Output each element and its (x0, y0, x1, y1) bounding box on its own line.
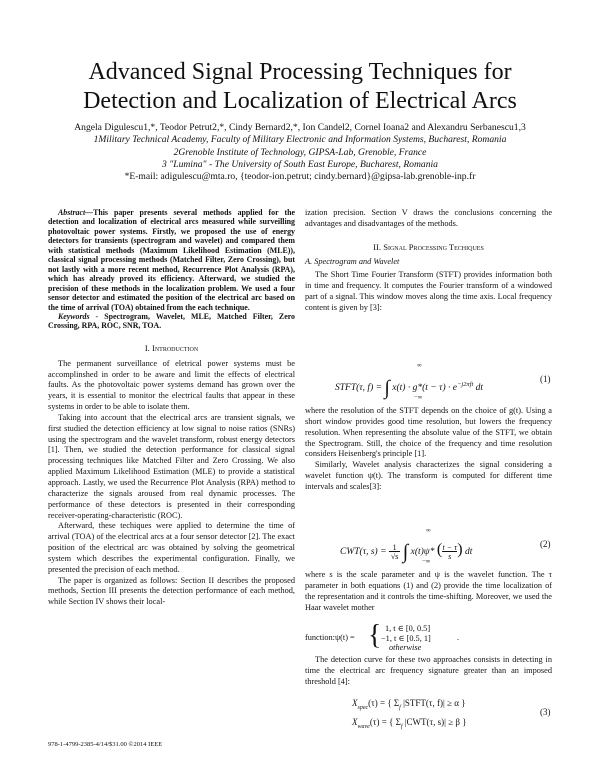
right-column-top (305, 208, 552, 314)
intro-paragraph-1: The permanent surveillance of eletrical power systems must be accomplinshed in order to be aware and limit the effects of electrical faults. As the photovoltaic power systems demand has grown over the years, it is essential to monitor the electrical faults that appear in these systems in order to be able to isolate them. (48, 358, 295, 412)
equation-2 (340, 537, 472, 561)
equation-3 (352, 696, 467, 734)
intro-paragraph-4: The paper is organized as follows: Section II describes the proposed methods, Section III presents the detection performance of each method, while Section IV shows their local- (48, 575, 295, 607)
right-column-bottom (305, 655, 552, 688)
eq2-lhs: CWT(τ, s) = (340, 547, 387, 557)
detection-paragraph: The detection curve for these two approaches consists in detecting in time the electrical arc frequency signature greater than an imposed threshold [4]: (305, 655, 552, 686)
stft-paragraph: The Short Time Fourier Transform (STFT) provides information both in time and frequency. It computes the Fourier transform of a windowed part of a signal. This window moves along the time axis. Local frequency content is given by [3]: (305, 270, 552, 312)
right-column-lower (305, 570, 552, 613)
eq2-integrand: x(t)ψ* (410, 547, 435, 557)
eq2-paren-open: ( (436, 541, 443, 558)
eq1-rhs: x(t) · g*(t − τ) · e (392, 383, 457, 393)
equation-1 (335, 373, 484, 399)
abstract-lead: Abstract— (58, 208, 94, 217)
eq2-integral: ∫ (402, 541, 409, 563)
haar-case-3: otherwise (389, 643, 422, 652)
paper-title-line-2: Detection and Localization of Electrical Arcs (83, 88, 517, 114)
eq2-upper-limit: ∞ (426, 527, 431, 534)
eq2-fraction: 1 √s (390, 542, 399, 561)
author-block (20, 122, 580, 183)
intro-paragraph-3: Afterward, these techiques were applied to determine the time of arrival (TOA) of the electrical arcs at a four sensor detector [2]. The exact position of the electrical arc was obtained by solving the geometrical system which describes the experimental configuration. Finally, we presented the precision of each method. (48, 521, 295, 574)
paper-title-line-1: Advanced Signal Processing Techniques for (88, 59, 512, 85)
abstract (48, 208, 295, 312)
eq2-inner-fraction: t − τ s (442, 542, 457, 561)
keywords-text: Spectrogram, Wavelet, MLE, Matched Filter, Zero Crossing, RPA, ROC, SNR, TOA. (48, 311, 295, 331)
eq2-dt: dt (465, 547, 473, 557)
haar-lead: function:ψ(t) = (305, 633, 355, 642)
abstract-text: This paper presents several methods applied for the detection and localization of electrical arcs measured while surveilling photovoltaic power systems. Firstly, we proposed the use of energy detectors for transients (spectrogram and wavelet) and compared them with statistical methods (Maximum Likelihood Estimation (MLE)), classical signal processing methods (Matched Filter, Zero Crossing), but not lastly with a more recent method, Recurrence Plot Analysis (RPA), which has already proved its efficiency. Afterward, we studied the precision of these methods in the localization problem. We used a four sensor detector and estimated the position of the electrical arc based on the time of arrival (TOA) obtained from the each technique. (48, 208, 295, 312)
eq1-upper-limit: ∞ (417, 362, 422, 369)
subsection-a-heading: A. Spectrogram and Wavelet (305, 256, 400, 266)
haar-period: . (457, 633, 460, 642)
eq1-lower-limit: −∞ (414, 394, 423, 401)
affiliation-2: 2Grenoble Institute of Technology, GIPSA-Lab, Grenoble, France (173, 146, 427, 158)
stft-explanation: where the resolution of the STFT depends on the choice of g(t). Using a short window provides good time resolution, but lowers the frequency resolution. When representing the absolute value of the STFT, we obtain the Spectrogram. Still, the choice of the frequency and time resolution considers Heisenberg's principle [1]. (305, 406, 552, 459)
keywords-lead: Keywords - (58, 311, 99, 321)
affiliation-1: 1Military Technical Academy, Faculty of Military Electronic and Information Systems, Bucharest, Romania (93, 134, 507, 146)
eq3-number: (3) (540, 707, 551, 717)
author-list: Angela Digulescu1,*, Teodor Petrut2,*, Cindy Bernard2,*, Ion Candel2, Cornel Ioana2 and Alexandru Serbanescu1,3 (74, 122, 526, 133)
eq1-exponent: −j2πft (456, 380, 474, 388)
right-column-mid (305, 406, 552, 493)
keywords (48, 312, 295, 331)
copyright-footer: 978-1-4799-2385-4/14/$31.00 ©2014 IEEE (48, 741, 163, 748)
email-line: *E-mail: adigulescu@mta.ro, {teodor-ion.petrut; cindy.bernard}@gipsa-lab.grenoble-inp.fr (124, 171, 476, 183)
eq2-number: (2) (540, 539, 551, 549)
haar-brace: { (368, 620, 382, 651)
affiliation-3: 3 "Lumina" - The University of South East Europe, Bucharest, Romania (162, 158, 438, 170)
haar-case-2: −1, t ∈ [0.5, 1] (381, 634, 431, 643)
eq3-line-1: $X_{spec}(\tau)$ = { $\Sigma_f$ |STFT(τ, f)| ≥ α } (352, 698, 466, 711)
eq1-lhs: STFT(τ, f) = (335, 383, 383, 393)
eq1-dt: dt (475, 383, 484, 393)
intro-paragraph-2: Taking into account that the electrical arcs are transient signals, we first studied the detection efficiency at low signal to noise ratios (SNRs) using the spectrogram and the wavelet transform, robust energy detectors [1]. Then, we studied the detection performance for classical signal processing techniques like Matched Filter and Zero Crossing. We also applied Maximum Likelihood Estimation (MLE) to provide a statistical approach. Lastly, we used the Recurrence Plot Analysis (RPA) method to characterize the signals aroused from real dynamic processes. The performance of these detectors is presented in their corresponding receiver-operating-characteristic (ROC). (48, 412, 295, 520)
eq3-line-2: $X_{wave}(\tau)$ = { $\Sigma_f$ |CWT(τ, s)| ≥ β } (352, 716, 467, 730)
eq1-number: (1) (540, 374, 551, 384)
section-2-heading: II. Signal Processing Techiques (373, 241, 484, 252)
eq2-lower-limit: −∞ (422, 558, 431, 565)
wavelet-paragraph: Similarly, Wavelet analysis characterizes the signal considering a wavelet function ψ(t). The transform is computed for different time intervals and scales[3]: (305, 460, 552, 491)
section-1-heading: I. Introduction (144, 342, 199, 353)
left-column (48, 208, 295, 608)
continued-paragraph: ization precision. Section V draws the conclusions concerning the advantages and disadvantages of the methods. (305, 208, 552, 228)
wavelet-explanation: where s is the scale parameter and ψ is the wavelet function. The τ parameter in both equations (1) and (2) provide the time localization of the representation and it controls the time-shifting. Moreover, we used the Haar wavelet mother (305, 570, 552, 612)
eq2-paren-close: ) (457, 541, 463, 558)
haar-case-1: 1, t ∈ [0, 0.5] (385, 624, 431, 633)
integral-symbol: ∫ (384, 377, 390, 399)
